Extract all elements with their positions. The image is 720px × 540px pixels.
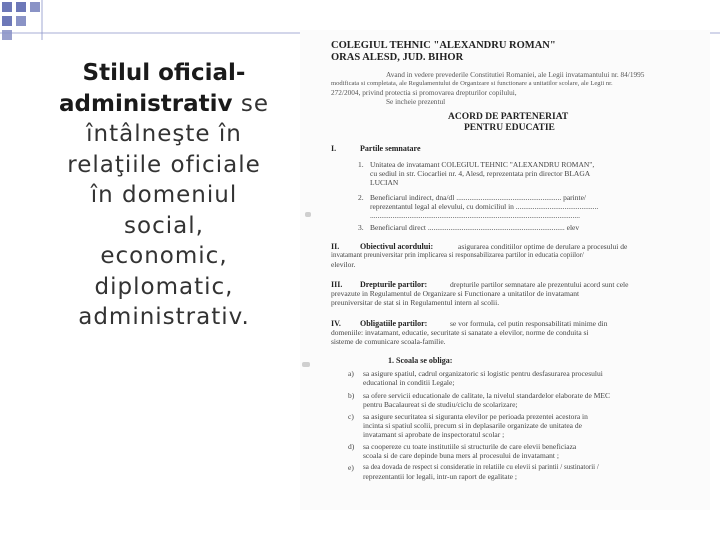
section-num: IV. (331, 319, 341, 328)
obligation-letter: a) (348, 369, 354, 378)
section-line: asigurarea conditiilor optime de derulare a procesului de (458, 242, 628, 251)
section-num: II. (331, 242, 340, 251)
slide-text (34, 58, 294, 333)
obligation-line: sa ofere servicii educationale de calitate, la nivelul standardelor elaborate de MEC (363, 391, 610, 400)
section-line: elevilor. (331, 260, 356, 269)
text-line: economic, (100, 243, 228, 269)
obligation-letter: b) (348, 391, 355, 400)
obligation-line: educational in conditii Legale; (363, 378, 455, 387)
text-line: relaţiile oficiale (67, 151, 261, 178)
doc-intro-line: Avand in vedere prevederile Constitutiei Romaniei, ale Legii invatamantului nr. 84/1995 (386, 70, 645, 79)
bold-line-1: Stilul oficial- (82, 60, 246, 86)
text-line: în domeniul (90, 182, 238, 208)
section-num: 3. (358, 223, 364, 232)
section-num: 2. (358, 193, 364, 202)
doc-intro-line: modificata si completata, ale Regulamentului de Organizare si functionare a unitatilor scolare, ale Legii nr. (331, 80, 613, 87)
doc-intro-line: Se incheie prezentul (386, 97, 446, 106)
obligations-title: 1. Scoala se obliga: (388, 356, 453, 365)
text-line: întâlneşte în (86, 121, 242, 147)
section-line: Beneficiarul indirect, dna/dl ........................................................ parinte/ (370, 193, 586, 202)
scan-mark (302, 362, 310, 367)
section-num: III. (331, 280, 343, 289)
doc-header-2: ORAS ALESD, JUD. BIHOR (331, 52, 464, 63)
section-line: Unitatea de invatamant COLEGIUL TEHNIC "ALEXANDRU ROMAN", (370, 160, 595, 169)
obligation-line: invatamant si aprobate de inspectoratul scolar ; (363, 430, 505, 439)
section-line: prevazute in Regulamentul de Organizare si Functionare a unitatilor de invatamant (331, 289, 580, 298)
section-title: Drepturile partilor: (360, 280, 428, 289)
doc-title-2: PENTRU EDUCATIE (464, 123, 555, 133)
obligation-line: reprezentantii lor legali, intr-un raport de egalitate ; (363, 472, 517, 481)
section-line: LUCIAN (370, 178, 399, 187)
text-line: diplomatic, (94, 273, 234, 300)
obligation-line: sa dea dovada de respect si consideratie in relatiile cu elevii si parintii / sustinatorii / (363, 463, 599, 471)
section-line: invatamant preuniversitar prin implicarea si responsabilizarea partilor in educatia copiilor/ (331, 251, 584, 259)
text-line: administrativ. (78, 304, 250, 330)
obligation-line: incinta si spatiul scolii, precum si in deplasarile organizate de unitatea de (363, 421, 582, 430)
section-line: reprezentantul legal al elevului, cu domiciliul in ............................................ (370, 202, 599, 211)
section-line: se vor formula, cel putin responsabilitati minime din (450, 319, 608, 328)
doc-header-1: COLEGIUL TEHNIC "ALEXANDRU ROMAN" (331, 40, 556, 51)
doc-intro-line: 272/2004, privind protectia si promovarea drepturilor copilului, (331, 88, 517, 97)
obligation-line: sa asigure spatiul, cadrul organizatoric si logistic pentru desfasurarea procesului (363, 369, 603, 378)
obligation-line: sa asigure securitatea si siguranta elevilor pe perioada prezentei acestora in (363, 412, 588, 421)
obligation-line: pentru Bacalaureat si de studiu/ciclu de scolarizare; (363, 400, 518, 409)
section-line: Beneficiarul direct ......................................................................... elev (370, 223, 580, 232)
section-num: I. (331, 144, 337, 153)
section-line: domeniile: invatamant, educatie, securitate si sanatate a elevilor, norme de conduita si (331, 328, 589, 337)
obligation-line: sa coopereze cu toate institutiile si structurile de care elevii beneficiaza (363, 442, 577, 451)
obligation-letter: d) (348, 442, 355, 451)
section-title: Obligatiile partilor: (360, 319, 428, 328)
section-line: ................................................................................................................ (370, 211, 580, 220)
obligation-letter: c) (348, 412, 354, 421)
doc-title-1: ACORD DE PARTENERIAT (448, 112, 569, 122)
section-line: sisteme de comunicare scoala-familie. (331, 337, 446, 346)
scan-mark (305, 212, 311, 217)
section-line: cu sediul in str. Ciocarliei nr. 4, Alesd, reprezentata prin director BLAGA (370, 169, 591, 178)
text-line: social, (124, 212, 204, 239)
section-num: 1. (358, 160, 364, 169)
bold-line-2: administrativ (59, 90, 233, 117)
scanned-document (300, 30, 710, 510)
section-title: Partile semnatare (360, 144, 421, 153)
section-line: drepturile partilor semnatare ale prezentului acord sunt cele (450, 280, 629, 289)
section-line: preuniversitar de stat si in Regulamentul intern al scolii. (331, 298, 500, 307)
obligation-line: scoala si de care depinde buna mers al procesului de invatamant ; (363, 451, 559, 460)
text-se: se (232, 90, 269, 117)
obligation-letter: e) (348, 463, 354, 472)
section-title: Obiectivul acordului: (360, 242, 434, 251)
